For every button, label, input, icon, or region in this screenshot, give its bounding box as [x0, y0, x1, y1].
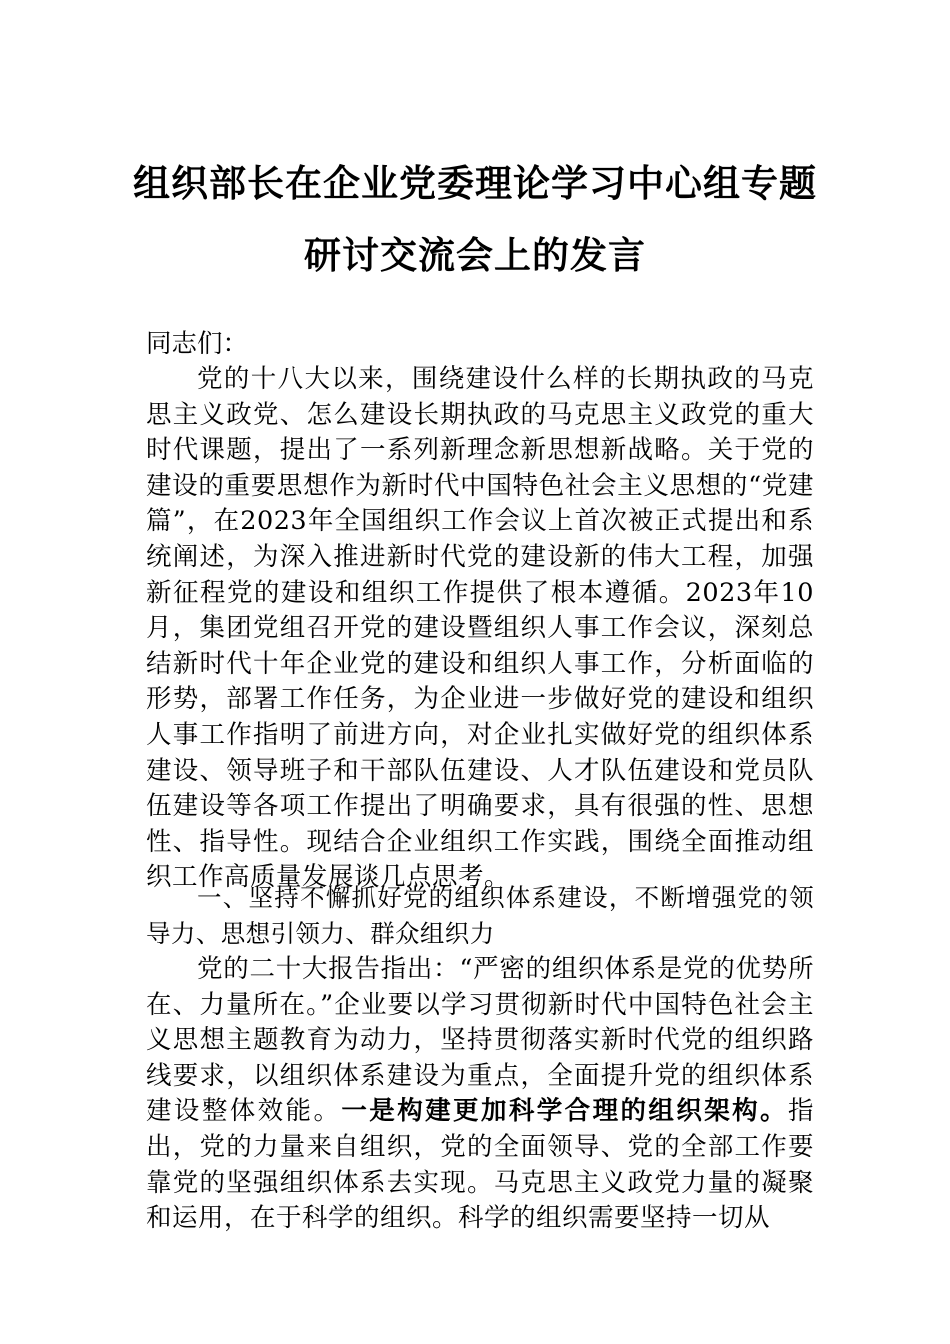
- document-title-line1: 组织部长在企业党委理论学习中心组专题: [133, 162, 817, 205]
- section-heading-1: 一、坚持不懈抓好党的组织体系建设，不断增强党的领导力、思想引领力、群众组织力: [146, 883, 814, 948]
- document-title-line2: 研讨交流会上的发言: [304, 234, 646, 277]
- paragraph-section-1-bold-point: 一是构建更加科学合理的组织架构。: [341, 1096, 788, 1127]
- paragraph-section-1-text-start: 党的二十大报告指出：“严密的组织体系是党的优势所在、力量所在。”企业要以学习贯彻新时代中国特色社会主义思想主题教育为动力，坚持贯彻落实新时代党的组织路线要求，以组织体系建设为重点，全面提升党的组织体系建设整体效能。: [146, 954, 814, 1127]
- salutation: 同志们：: [146, 329, 249, 359]
- paragraph-section-1-text-end: 指出，党的力量来自组织，党的全面领导、党的全部工作要靠党的坚强组织体系去实现。马克思主义政党力量的凝聚和运用，在于科学的组织。科学的组织需要坚持一切从: [146, 1096, 814, 1234]
- paragraph-section-1: [146, 952, 814, 1237]
- paragraph-intro: 党的十八大以来，围绕建设什么样的长期执政的马克思主义政党、怎么建设长期执政的马克思主义政党的重大时代课题，提出了一系列新理念新思想新战略。关于党的建设的重要思想作为新时代中国特色社会主义思想的“党建篇”，在2023年全国组织工作会议上首次被正式提出和系统阐述，为深入推进新时代党的建设新的伟大工程，加强新征程党的建设和组织工作提供了根本遵循。2023年10月，集团党组召开党的建设暨组织人事工作会议，深刻总结新时代十年企业党的建设和组织人事工作，分析面临的形势，部署工作任务，为企业进一步做好党的建设和组织人事工作指明了前进方向，对企业扎实做好党的组织体系建设、领导班子和干部队伍建设、人才队伍建设和党员队伍建设等各项工作提出了明确要求，具有很强的性、思想性、指导性。现结合企业组织工作实践，围绕全面推动组织工作高质量发展谈几点思考。: [146, 364, 814, 893]
